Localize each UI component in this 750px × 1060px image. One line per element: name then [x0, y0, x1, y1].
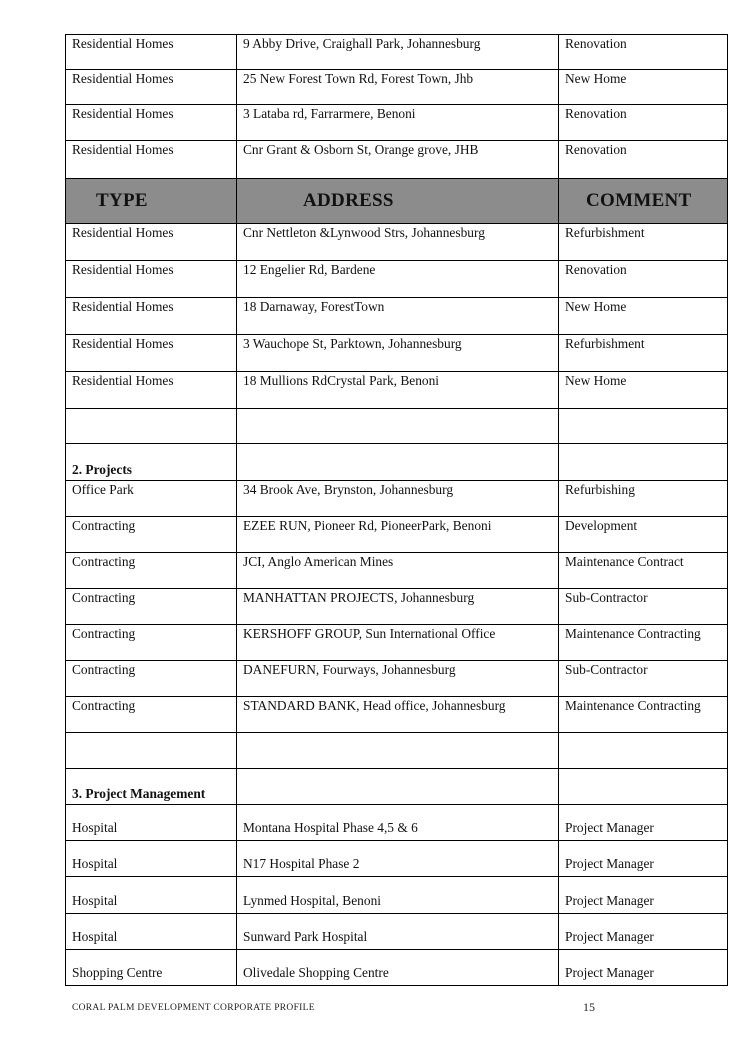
cell-address: 34 Brook Ave, Brynston, Johannesburg [243, 482, 454, 497]
cell-comment: Refurbishment [565, 336, 645, 351]
footer-document-title: CORAL PALM DEVELOPMENT CORPORATE PROFILE [72, 1003, 315, 1013]
cell-comment: New Home [565, 299, 627, 314]
cell-type: Contracting [72, 554, 136, 569]
table-row [66, 372, 728, 409]
table-row [66, 70, 728, 105]
cell-type: Contracting [72, 518, 136, 533]
cell-address: Olivedale Shopping Centre [243, 965, 389, 980]
section-row [66, 769, 728, 805]
cell-address: Cnr Grant & Osborn St, Orange grove, JHB [243, 142, 479, 157]
cell-comment: Maintenance Contract [565, 554, 684, 569]
table-row [66, 914, 728, 950]
footer-page-number: 15 [583, 1000, 595, 1014]
cell-type: Hospital [72, 929, 118, 944]
cell-comment: Project Manager [565, 856, 654, 871]
cell-address: MANHATTAN PROJECTS, Johannesburg [243, 590, 475, 605]
cell-type: Shopping Centre [72, 965, 163, 980]
cell-address: Cnr Nettleton &Lynwood Strs, Johannesburg [243, 225, 485, 240]
cell-address: 18 Mullions RdCrystal Park, Benoni [243, 373, 440, 388]
table-row [66, 697, 728, 733]
cell-address: N17 Hospital Phase 2 [243, 856, 360, 871]
table-row [66, 589, 728, 625]
empty-row [66, 409, 728, 444]
cell-address: DANEFURN, Fourways, Johannesburg [243, 662, 456, 677]
cell-address: 3 Lataba rd, Farrarmere, Benoni [243, 106, 416, 121]
cell-comment: Project Manager [565, 965, 654, 980]
cell-comment: New Home [565, 373, 627, 388]
cell-address: EZEE RUN, Pioneer Rd, PioneerPark, Benoni [243, 518, 492, 533]
cell-type: Hospital [72, 856, 118, 871]
cell-comment: Maintenance Contracting [565, 626, 701, 641]
cell-comment: Project Manager [565, 893, 654, 908]
cell-comment: Development [565, 518, 638, 533]
table-header-row [66, 179, 728, 224]
cell-address: Montana Hospital Phase 4,5 & 6 [243, 820, 418, 835]
table-row [66, 625, 728, 661]
table-row [66, 35, 728, 70]
cell-type: Residential Homes [72, 36, 174, 51]
cell-type: Office Park [72, 482, 134, 497]
cell-comment: Project Manager [565, 820, 654, 835]
cell-address: 3 Wauchope St, Parktown, Johannesburg [243, 336, 462, 351]
section-row [66, 444, 728, 481]
section-title-project-management: 3. Project Management [72, 786, 206, 801]
cell-comment: Renovation [565, 142, 627, 157]
cell-type: Hospital [72, 820, 118, 835]
cell-address: Sunward Park Hospital [243, 929, 368, 944]
header-comment: COMMENT [559, 179, 728, 224]
cell-type: Residential Homes [72, 71, 174, 86]
table-row [66, 298, 728, 335]
cell-type: Contracting [72, 698, 136, 713]
cell-address: KERSHOFF GROUP, Sun International Office [243, 626, 496, 641]
cell-type: Residential Homes [72, 106, 174, 121]
table-row [66, 481, 728, 517]
cell-address: 12 Engelier Rd, Bardene [243, 262, 376, 277]
cell-comment: Maintenance Contracting [565, 698, 701, 713]
table-row [66, 335, 728, 372]
table-row [66, 105, 728, 141]
cell-type: Residential Homes [72, 336, 174, 351]
cell-comment: Renovation [565, 262, 627, 277]
table-row [66, 805, 728, 841]
table-row [66, 877, 728, 914]
section-title-projects: 2. Projects [72, 462, 132, 477]
cell-address: JCI, Anglo American Mines [243, 554, 394, 569]
table-row [66, 517, 728, 553]
cell-comment: Sub-Contractor [565, 662, 648, 677]
cell-address: 9 Abby Drive, Craighall Park, Johannesburg [243, 36, 481, 51]
cell-comment: New Home [565, 71, 627, 86]
cell-comment: Refurbishing [565, 482, 635, 497]
cell-address: 18 Darnaway, ForestTown [243, 299, 385, 314]
table-row [66, 141, 728, 179]
header-address: ADDRESS [237, 179, 559, 224]
cell-address: Lynmed Hospital, Benoni [243, 893, 381, 908]
table-row [66, 950, 728, 986]
cell-type: Contracting [72, 590, 136, 605]
cell-address: 25 New Forest Town Rd, Forest Town, Jhb [243, 71, 474, 86]
cell-type: Residential Homes [72, 142, 174, 157]
table-row [66, 261, 728, 298]
cell-comment: Sub-Contractor [565, 590, 648, 605]
cell-type: Residential Homes [72, 225, 174, 240]
cell-type: Residential Homes [72, 262, 174, 277]
cell-type: Residential Homes [72, 299, 174, 314]
cell-comment: Renovation [565, 106, 627, 121]
table-row [66, 841, 728, 877]
cell-type: Contracting [72, 626, 136, 641]
projects-table [65, 34, 728, 986]
empty-row [66, 733, 728, 769]
cell-type: Contracting [72, 662, 136, 677]
cell-type: Hospital [72, 893, 118, 908]
table-row [66, 224, 728, 261]
header-type: TYPE [66, 179, 237, 224]
cell-address: STANDARD BANK, Head office, Johannesburg [243, 698, 506, 713]
cell-comment: Project Manager [565, 929, 654, 944]
cell-type: Residential Homes [72, 373, 174, 388]
table-row [66, 553, 728, 589]
cell-comment: Refurbishment [565, 225, 645, 240]
table-row [66, 661, 728, 697]
cell-comment: Renovation [565, 36, 627, 51]
